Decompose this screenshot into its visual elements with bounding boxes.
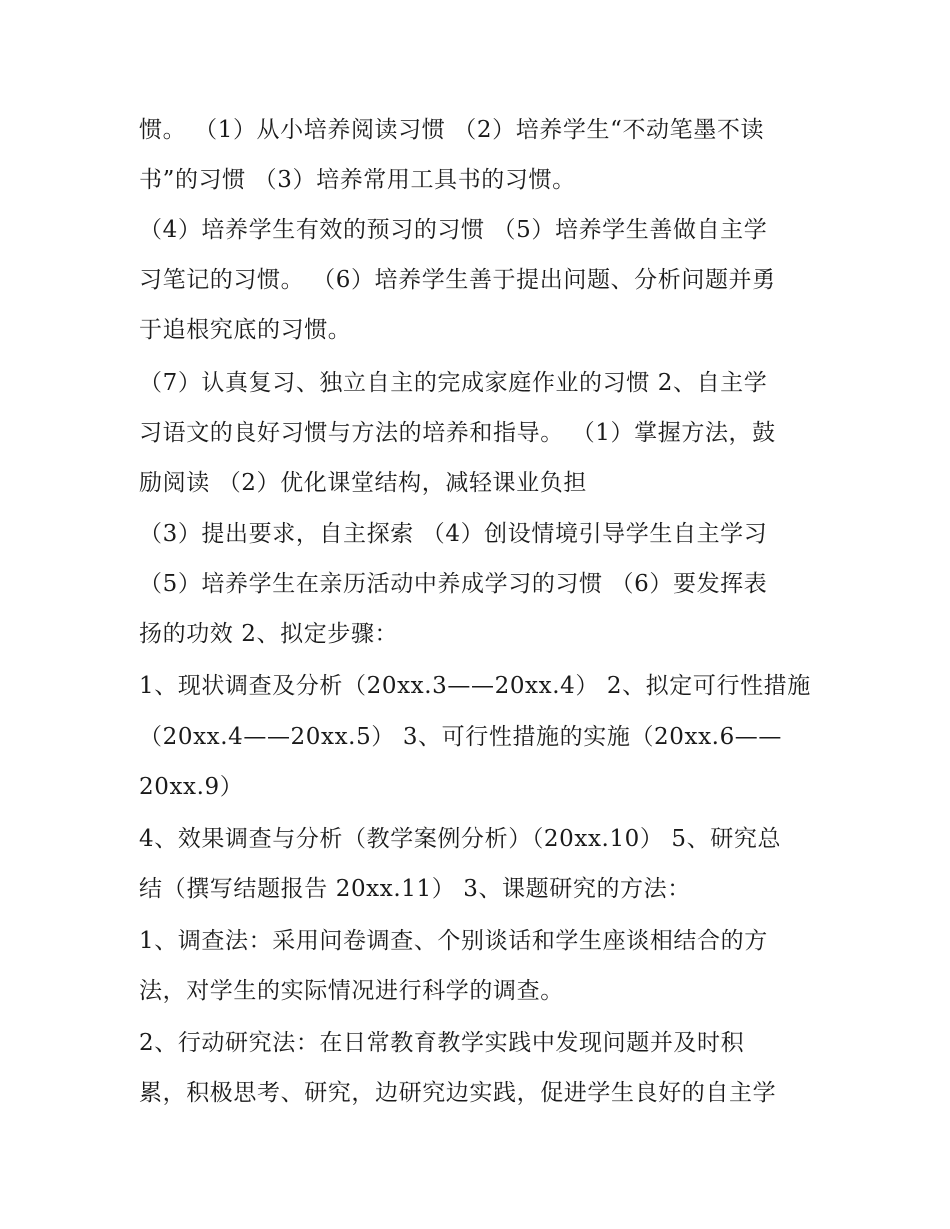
text-line: （20xx.4——20xx.5） 3、可行性措施的实施（20xx.6——	[139, 724, 783, 750]
text-line: 励阅读 （2）优化课堂结构，减轻课业负担	[139, 470, 587, 496]
text-line: 20xx.9）	[139, 774, 244, 800]
text-line: 1、调查法：采用问卷调查、个别谈话和学生座谈相结合的方	[139, 928, 768, 954]
text-line: 习笔记的习惯。 （6）培养学生善于提出问题、分析问题并勇	[139, 267, 776, 293]
text-line: 书”的习惯 （3）培养常用工具书的习惯。	[139, 167, 576, 193]
text-line: （4）培养学生有效的预习的习惯 （5）培养学生善做自主学	[139, 217, 768, 243]
text-line: 惯。 （1）从小培养阅读习惯 （2）培养学生“不动笔墨不读	[139, 117, 765, 143]
text-line: 法，对学生的实际情况进行科学的调查。	[139, 978, 564, 1004]
text-line: 习语文的良好习惯与方法的培养和指导。 （1）掌握方法，鼓	[139, 420, 776, 446]
text-line: 1、现状调查及分析（20xx.3——20xx.4） 2、拟定可行性措施	[139, 673, 811, 699]
text-line: 扬的功效 2、拟定步骤：	[139, 621, 399, 647]
text-line: 累，积极思考、研究，边研究边实践，促进学生良好的自主学	[139, 1080, 777, 1106]
text-line: （3）提出要求，自主探索 （4）创设情境引导学生自主学习	[139, 521, 768, 547]
text-line: 于追根究底的习惯。	[139, 317, 352, 343]
text-line: 2、行动研究法：在日常教育教学实践中发现问题并及时积	[139, 1030, 745, 1056]
text-line: （5）培养学生在亲历活动中养成学习的习惯 （6）要发挥表	[139, 571, 768, 597]
text-line: 结（撰写结题报告 20xx.11） 3、课题研究的方法：	[139, 876, 691, 902]
text-line: （7）认真复习、独立自主的完成家庭作业的习惯 2、自主学	[139, 370, 768, 396]
text-line: 4、效果调查与分析（教学案例分析）（20xx.10） 5、研究总	[139, 826, 782, 852]
